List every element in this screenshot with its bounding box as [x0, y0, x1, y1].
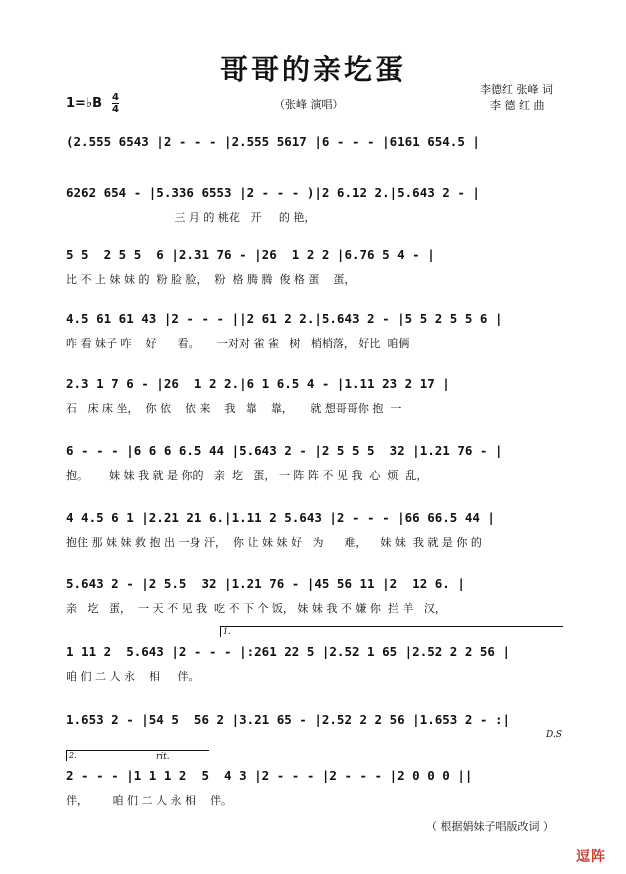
lyrics-line: 咱 们 二 人 永 相 伴。: [66, 670, 200, 683]
watermark: 逗阵: [576, 849, 606, 865]
notes-line: (2.555 6543 |2 - - - |2.555 5617 |6 - - - |6161 654.5 |: [66, 134, 480, 149]
notes-line: 2.3 1 7 6 - |26 1 2 2.|6 1 6.5 4 - |1.11 23 2 17 |: [66, 376, 450, 391]
notes-line: 6 - - - |6 6 6 6.5 44 |5.643 2 - |2 5 5 5 32 |1.21 76 - |: [66, 443, 503, 458]
lyrics-line: 石 床 床 坐， 你 依 依 来 我 靠 靠， 就 想哥哥你 抱 一: [66, 402, 402, 415]
system-8: [66, 572, 562, 632]
lyrics-line: 抱住 那 妹 妹 救 抱 出 一身 汗， 你 让 妹 妹 好 为 难， 妹 妹 我 就 是 你 的: [66, 536, 482, 549]
system-3: [66, 243, 562, 303]
lyrics-line: 三 月 的 桃花 开 的 艳，: [66, 211, 316, 224]
source-note: （ 根据娟妹子唱版改词 ）: [426, 820, 554, 833]
notes-line: 5.643 2 - |2 5.5 32 |1.21 76 - |45 56 11 |2 12 6. |: [66, 576, 465, 591]
lyrics-line: 咋 看 妹子 咋 好 看。 一对对 雀 雀 树 梢梢落， 好比 咱俩: [66, 337, 410, 350]
system-9: [66, 627, 562, 700]
volta-2: [66, 750, 209, 761]
system-6: [66, 439, 562, 499]
lyrics-line: 伴， 咱 们 二 人 永 相 伴。: [66, 794, 232, 807]
credits: [480, 82, 553, 114]
system-7: [66, 506, 562, 566]
notes-line: 5 5 2 5 5 6 |2.31 76 - |26 1 2 2 |6.76 5 4 - |: [66, 247, 435, 262]
time-signature: [112, 92, 119, 115]
volta-1-label: 1.: [223, 627, 231, 636]
volta-1: [220, 626, 563, 637]
time-numerator: 4: [111, 92, 119, 103]
performer: （张峰 演唱）: [274, 98, 344, 111]
lyricist: 李德红 张峰 词: [480, 83, 553, 96]
system-2: [66, 181, 562, 241]
composer: 李 德 红 曲: [490, 99, 545, 112]
rit-mark: rit.: [156, 752, 170, 762]
notes-line: 6262 654 - |5.336 6553 |2 - - - )|2 6.12 2.|5.643 2 - |: [66, 185, 480, 200]
key-label: 1=♭B: [66, 96, 102, 111]
volta-2-label: 2.: [69, 751, 77, 760]
lyrics-line: 亲 圪 蛋， 一 天 不 见 我 吃 不 下 个 饭， 妹 妹 我 不 嫌 你 拦 羊 汉，: [66, 602, 446, 615]
time-denominator: 4: [111, 104, 119, 115]
notes-line: 2 - - - |1 1 1 2 5 4 3 |2 - - - |2 - - - |2 0 0 0 ||: [66, 768, 473, 783]
system-4: [66, 307, 562, 367]
ds-mark: D.S: [546, 730, 562, 740]
notes-line: 4 4.5 6 1 |2.21 21 6.|1.11 2 5.643 |2 - - - |66 66.5 44 |: [66, 510, 495, 525]
notes-line: 1 11 2 5.643 |2 - - - |:261 22 5 |2.52 1 65 |2.52 2 2 56 |: [66, 644, 511, 659]
lyrics-line: 比 不 上 妹 妹 的 粉 脸 脸， 粉 格 腾 腾 俊 格 蛋 蛋，: [66, 273, 356, 286]
song-title: 哥哥的亲圪蛋: [219, 53, 406, 86]
system-5: [66, 372, 562, 432]
notes-line: 1.653 2 - |54 5 56 2 |3.21 65 - |2.52 2 2 56 |1.653 2 - :|: [66, 712, 511, 727]
lyrics-line: 抱。 妹 妹 我 就 是 你的 亲 圪 蛋， 一 阵 阵 不 见 我 心 烦 乱，: [66, 469, 428, 482]
system-11: [66, 751, 562, 824]
key-signature: [66, 92, 119, 115]
lyrics-line: [66, 158, 562, 176]
notes-line: 4.5 61 61 43 |2 - - - ||2 61 2 2.|5.643 2 - |5 5 2 5 5 6 |: [66, 311, 503, 326]
